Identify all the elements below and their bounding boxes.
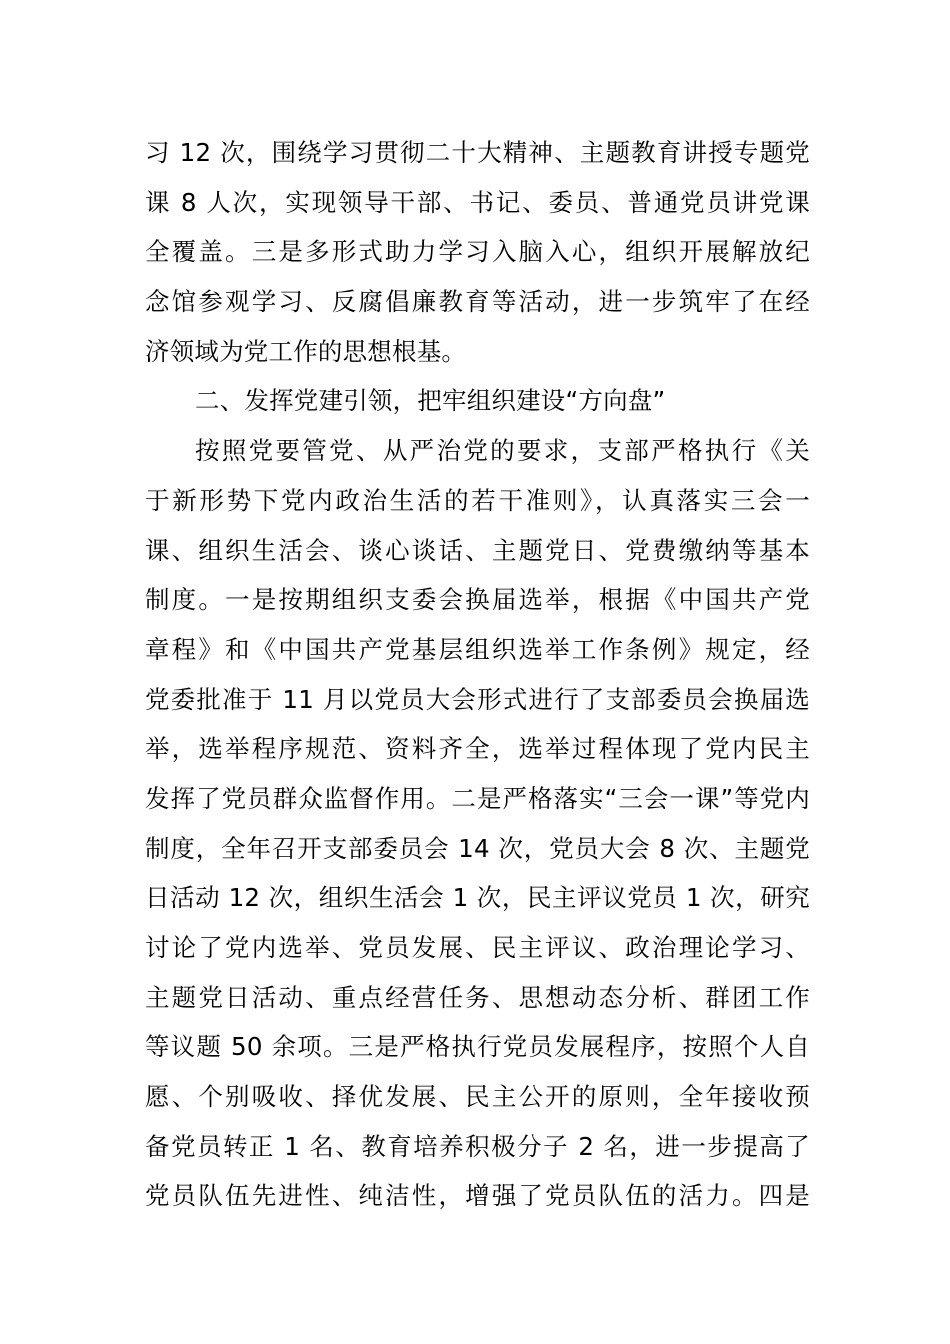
body-line-5: 济领域为党工作的思想根基。: [145, 336, 467, 366]
document-body: [145, 128, 810, 1221]
section-heading: 二、发挥党建引领，把牢组织建设“方向盘”: [195, 386, 666, 416]
body-line-14: 发挥了党员群众监督作用。二是严格落实“三会一课”等党内: [145, 783, 810, 813]
body-line-21: 备党员转正 1 名、教育培养积极分子 2 名，进一步提高了: [145, 1131, 810, 1161]
body-line-10: 制度。一是按期组织支委会换届选举，根据《中国共产党: [145, 585, 810, 615]
body-line-11: 章程》和《中国共产党基层组织选举工作条例》规定，经: [145, 634, 810, 664]
body-line-20: 愿、个别吸收、择优发展、民主公开的原则，全年接收预: [145, 1082, 810, 1112]
body-line-13: 举，选举程序规范、资料齐全，选举过程体现了党内民主: [145, 734, 810, 764]
body-line-17: 讨论了党内选举、党员发展、民主评议、政治理论学习、: [145, 933, 810, 962]
body-line-1: 习 12 次，围绕学习贯彻二十大精神、主题教育讲授专题党: [145, 138, 810, 167]
body-line-22: 党员队伍先进性、纯洁性，增强了党员队伍的活力。四是: [145, 1181, 810, 1211]
body-line-16: 日活动 12 次，组织生活会 1 次，民主评议党员 1 次，研究: [145, 883, 810, 913]
body-line-7: 按照党要管党、从严治党的要求，支部严格执行《关: [195, 436, 810, 466]
body-line-18: 主题党日活动、重点经营任务、思想动态分析、群团工作: [145, 982, 810, 1012]
body-line-2: 课 8 人次，实现领导干部、书记、委员、普通党员讲党课: [145, 187, 810, 217]
body-line-12: 党委批准于 11 月以党员大会形式进行了支部委员会换届选: [145, 684, 810, 714]
body-line-4: 念馆参观学习、反腐倡廉教育等活动，进一步筑牢了在经: [145, 287, 810, 317]
body-line-15: 制度，全年召开支部委员会 14 次，党员大会 8 次、主题党: [145, 833, 810, 863]
body-line-9: 课、组织生活会、谈心谈话、主题党日、党费缴纳等基本: [145, 535, 810, 565]
body-line-19: 等议题 50 余项。三是严格执行党员发展程序，按照个人自: [145, 1032, 810, 1062]
body-line-3: 全覆盖。三是多形式助力学习入脑入心，组织开展解放纪: [145, 237, 810, 267]
body-line-8: 于新形势下党内政治生活的若干准则》，认真落实三会一: [145, 485, 810, 515]
